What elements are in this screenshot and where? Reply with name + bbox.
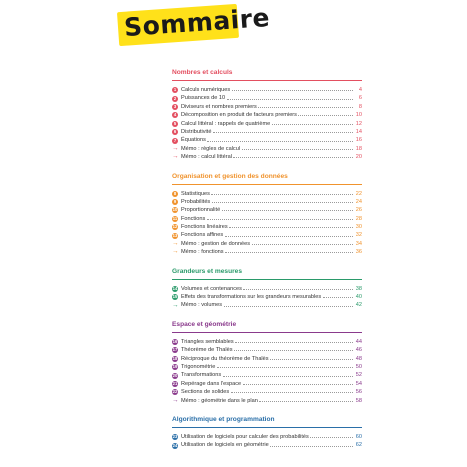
toc-entry[interactable] [172, 215, 362, 223]
toc-entry[interactable] [172, 248, 362, 256]
entry-page-number: 44 [355, 338, 362, 345]
toc-entry[interactable] [172, 240, 362, 248]
dot-leader [223, 373, 353, 377]
entry-label: Théorème de Thalès [181, 347, 233, 354]
dot-leader [232, 87, 353, 91]
toc-entry[interactable] [172, 145, 362, 153]
toc-entry[interactable] [172, 111, 362, 119]
entry-label: Effets des transformations sur les grandeurs mesurables [181, 294, 322, 301]
entry-page-number: 54 [355, 380, 362, 387]
toc-entry[interactable] [172, 136, 362, 144]
entry-label: Probabilités [181, 198, 211, 205]
toc-section [172, 267, 362, 310]
chapter-number-badge: 16 [172, 339, 178, 344]
toc-entry[interactable] [172, 153, 362, 161]
entry-page-number: 8 [358, 103, 362, 110]
entry-page-number: 34 [355, 240, 362, 247]
entry-label: Distributivité [181, 128, 212, 135]
dot-leader [252, 241, 353, 245]
dot-leader [227, 96, 353, 100]
entry-label: Puissances de 10 [181, 95, 226, 102]
toc-entry[interactable] [172, 103, 362, 111]
memo-arrow-icon: → [172, 301, 179, 309]
toc-entry[interactable] [172, 301, 362, 309]
entry-page-number: 30 [355, 224, 362, 231]
dot-leader [225, 249, 352, 253]
section-title: Organisation et gestion des données [172, 172, 288, 180]
toc-entry[interactable] [172, 86, 362, 94]
toc-entry[interactable] [172, 338, 362, 346]
entry-label: Statistiques [181, 190, 210, 197]
toc-entry[interactable] [172, 380, 362, 388]
chapter-number-badge: 10 [172, 207, 178, 213]
toc-section [172, 172, 362, 257]
toc-entry[interactable] [172, 397, 362, 405]
chapter-number-badge: 12 [172, 224, 178, 230]
memo-arrow-icon: → [172, 153, 179, 161]
entry-label: Volumes et contenances [181, 285, 242, 292]
section-title: Algorithmique et programmation [172, 415, 275, 423]
chapter-number-badge: 4 [173, 112, 177, 118]
chapter-number-badge: 15 [172, 294, 178, 300]
memo-arrow-icon: → [172, 396, 179, 404]
dot-leader [207, 138, 352, 142]
entry-page-number: 24 [355, 198, 362, 205]
toc-entry[interactable] [172, 433, 362, 441]
dot-leader [272, 121, 353, 125]
dot-leader [298, 112, 352, 116]
dot-leader [207, 216, 353, 220]
entry-label: Mémo : règles de calcul [181, 145, 241, 152]
toc-entry[interactable] [172, 206, 362, 214]
entry-label: Sections de solides [181, 389, 230, 396]
toc-entry[interactable] [172, 388, 362, 396]
entry-label: Trigonométrie [181, 363, 216, 370]
entry-page-number: 38 [355, 285, 362, 292]
toc-entry[interactable] [172, 346, 362, 354]
chapter-number-badge: 20 [172, 372, 178, 378]
toc-section [172, 415, 362, 450]
entry-label: Mémo : volumes [181, 302, 223, 309]
toc-entry[interactable] [172, 285, 362, 293]
chapter-number-badge: 11 [172, 215, 178, 221]
entry-page-number: 36 [355, 249, 362, 256]
entry-page-number: 18 [355, 145, 362, 152]
entry-label: Décomposition en produit de facteurs premiers [181, 112, 297, 119]
toc-entry[interactable] [172, 128, 362, 136]
section-title: Nombres et calculs [172, 69, 233, 76]
dot-leader [231, 389, 353, 393]
entry-label: Mémo : calcul littéral [181, 154, 232, 161]
dot-leader [212, 199, 353, 203]
chapter-number-badge: 1 [173, 87, 177, 93]
entry-page-number: 6 [358, 95, 362, 102]
entry-label: Utilisation de logiciels pour calculer des probabilités [181, 433, 309, 440]
section-divider [172, 427, 362, 428]
entry-label: Proportionnalité [181, 207, 221, 214]
dot-leader [229, 224, 352, 228]
entry-page-number: 40 [355, 294, 362, 301]
memo-arrow-icon: → [172, 248, 179, 256]
entry-page-number: 58 [355, 397, 362, 404]
entry-page-number: 4 [358, 87, 362, 93]
toc-entry[interactable] [172, 94, 362, 102]
toc-section [172, 320, 362, 405]
entry-page-number: 16 [355, 137, 362, 144]
section-divider [172, 332, 362, 333]
chapter-number-badge: 24 [172, 442, 178, 448]
dot-leader [213, 129, 353, 133]
entry-page-number: 28 [355, 215, 362, 222]
chapter-number-badge: 3 [173, 103, 177, 109]
entry-page-number: 12 [355, 120, 362, 127]
chapter-number-badge: 22 [172, 389, 178, 395]
toc-entry[interactable] [172, 231, 362, 239]
toc-entry[interactable] [172, 198, 362, 206]
toc-entry[interactable] [172, 355, 362, 363]
page-title: Sommaire [123, 2, 271, 43]
entry-page-number: 62 [355, 442, 362, 449]
entry-label: Transformations [181, 372, 222, 379]
dot-leader [259, 398, 352, 402]
toc-entry[interactable] [172, 190, 362, 198]
dot-leader [224, 303, 353, 307]
chapter-number-badge: 19 [172, 364, 178, 370]
entry-label: Mémo : fonctions [181, 249, 224, 256]
entry-label: Équations [181, 137, 206, 144]
entry-label: Repérage dans l'espace [181, 380, 242, 387]
chapter-number-badge: 13 [172, 232, 178, 238]
entry-page-number: 26 [355, 207, 362, 214]
chapter-number-badge: 6 [173, 129, 177, 135]
entry-label: Diviseurs et nombres premiers [181, 103, 257, 110]
chapter-number-badge: 18 [172, 355, 178, 361]
chapter-number-badge: 2 [173, 95, 177, 101]
chapter-number-badge: 8 [173, 190, 177, 196]
dot-leader [235, 339, 352, 343]
memo-arrow-icon: → [172, 144, 179, 152]
dot-leader [323, 294, 353, 298]
section-divider [172, 279, 362, 280]
section-divider [172, 184, 362, 185]
dot-leader [217, 364, 353, 368]
entry-page-number: 14 [355, 128, 362, 135]
entry-label: Calcul littéral : rappels de quatrième [181, 120, 271, 127]
entry-page-number: 20 [355, 154, 362, 161]
dot-leader [310, 434, 352, 438]
section-title: Grandeurs et mesures [172, 267, 242, 275]
toc-section [172, 68, 362, 162]
dot-leader [242, 146, 353, 150]
dot-leader [225, 233, 353, 237]
toc-entry[interactable] [172, 120, 362, 128]
entry-page-number: 10 [355, 112, 362, 119]
entry-label: Utilisation de logiciels en géométrie [181, 442, 269, 449]
dot-leader [243, 381, 353, 385]
entry-page-number: 32 [355, 232, 362, 239]
entry-label: Triangles semblables [181, 338, 234, 345]
dot-leader [270, 356, 352, 360]
chapter-number-badge: 14 [172, 285, 178, 291]
memo-arrow-icon: → [172, 240, 179, 248]
toc-entry[interactable] [172, 223, 362, 231]
entry-label: Réciproque du théorème de Thalès [181, 355, 269, 362]
toc-entry[interactable] [172, 441, 362, 449]
entry-label: Calculs numériques [181, 87, 231, 93]
dot-leader [233, 154, 352, 158]
toc-entry[interactable] [172, 371, 362, 379]
dot-leader [270, 443, 352, 447]
dot-leader [222, 207, 353, 211]
chapter-number-badge: 5 [173, 120, 177, 126]
toc-entry[interactable] [172, 293, 362, 301]
section-title: Espace et géométrie [172, 320, 237, 328]
section-divider [172, 80, 362, 81]
entry-page-number: 46 [355, 347, 362, 354]
entry-page-number: 22 [355, 190, 362, 197]
dot-leader [211, 191, 352, 195]
dot-leader [234, 347, 352, 351]
chapter-number-badge: 17 [172, 347, 178, 353]
dot-leader [258, 104, 352, 108]
entry-label: Fonctions linéaires [181, 224, 228, 231]
entry-page-number: 52 [355, 372, 362, 379]
chapter-number-badge: 7 [173, 137, 177, 143]
entry-page-number: 60 [355, 433, 362, 440]
dot-leader [243, 286, 352, 290]
entry-label: Mémo : géométrie dans le plan [181, 397, 258, 404]
chapter-number-badge: 9 [173, 199, 177, 205]
chapter-number-badge: 21 [172, 380, 178, 386]
entry-page-number: 50 [355, 363, 362, 370]
chapter-number-badge: 23 [172, 434, 178, 440]
entry-label: Fonctions affines [181, 232, 224, 239]
entry-label: Mémo : gestion de données [181, 240, 251, 247]
toc-entry[interactable] [172, 363, 362, 371]
table-of-contents [172, 68, 362, 460]
entry-page-number: 56 [355, 389, 362, 396]
entry-page-number: 42 [355, 302, 362, 309]
entry-label: Fonctions [181, 215, 206, 222]
entry-page-number: 48 [355, 355, 362, 362]
